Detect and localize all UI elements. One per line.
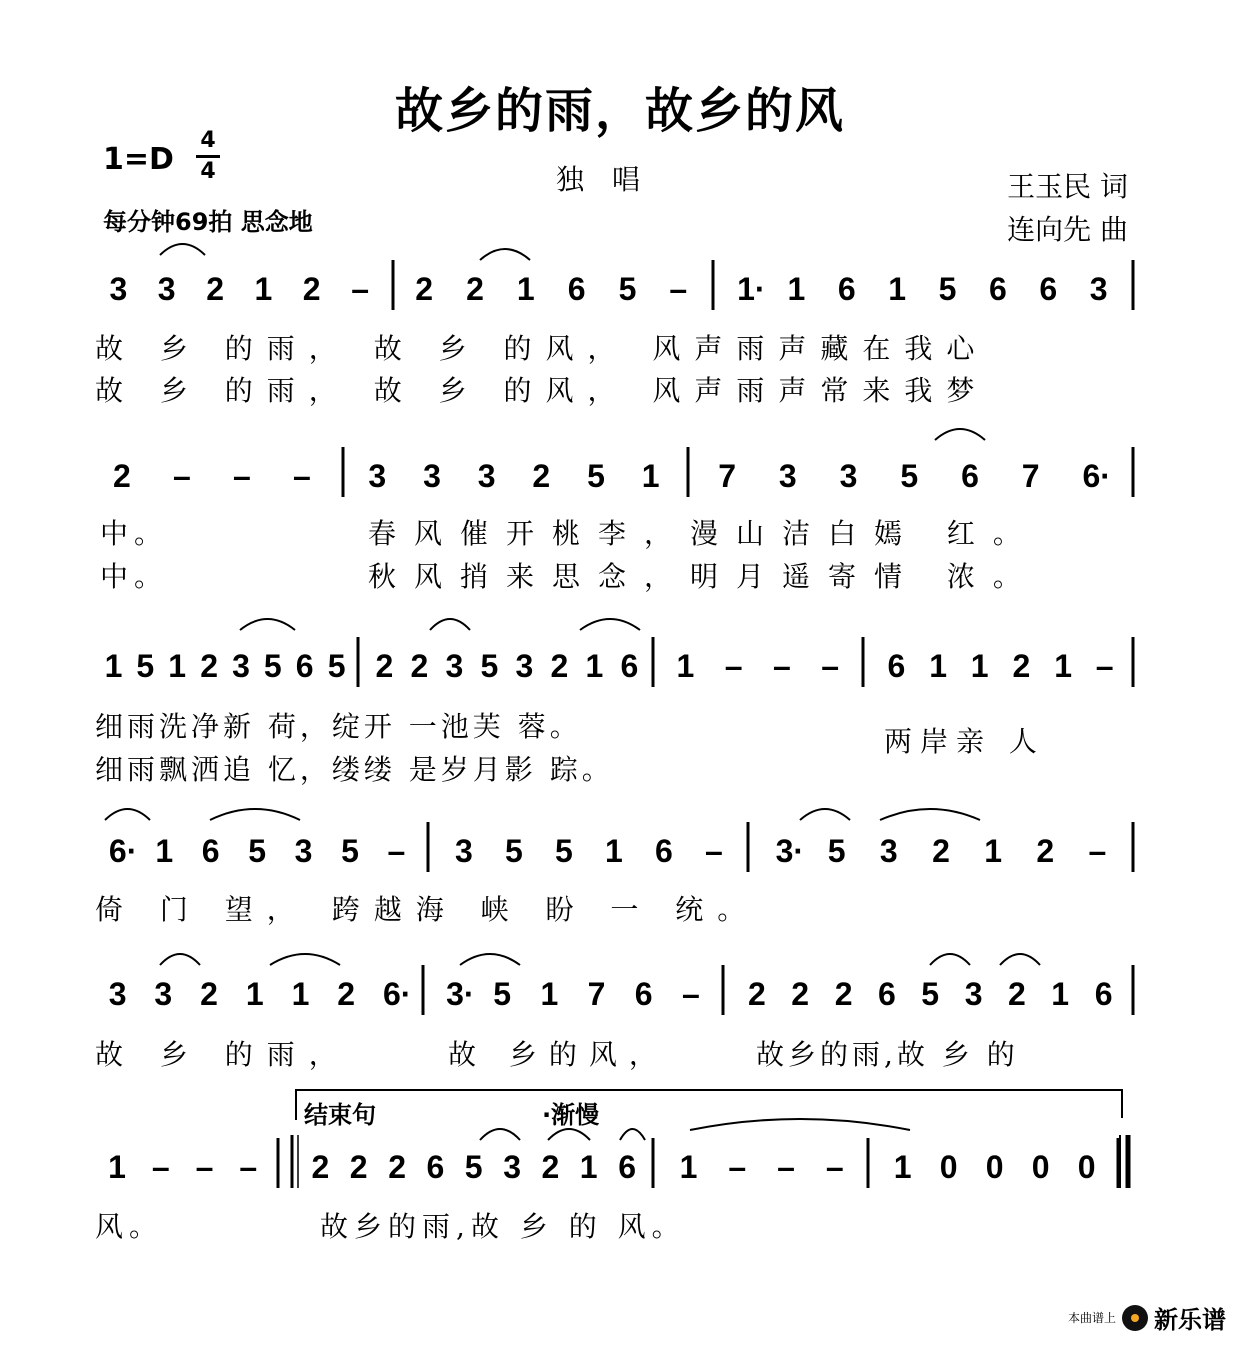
- note: 0: [985, 1149, 1004, 1185]
- lyric-line-5c: 故乡的雨,故 乡 的: [756, 1038, 1019, 1071]
- note: –: [825, 1149, 844, 1185]
- note: 3: [778, 458, 797, 494]
- slur-arc: [460, 954, 520, 965]
- ritardando-label: ·渐慢: [542, 1101, 600, 1129]
- genre-label: 独唱: [556, 163, 669, 196]
- slur-arc: [690, 1119, 910, 1130]
- note: 0: [1031, 1149, 1050, 1185]
- note: 5: [136, 648, 155, 684]
- note: 2: [748, 976, 766, 1012]
- note: 6·: [108, 833, 138, 869]
- note: 5: [618, 271, 637, 307]
- note: 1: [970, 648, 989, 684]
- slur-arc: [800, 809, 850, 820]
- note: 1: [787, 271, 806, 307]
- slur-arc: [270, 954, 340, 965]
- note: 5: [505, 833, 523, 869]
- lyric-line-1-verse-2: 故 乡 的雨， 故 乡 的风， 风声雨声常来我梦: [95, 374, 989, 407]
- note: 2: [375, 648, 394, 684]
- time-sig-bottom: 4: [200, 159, 216, 184]
- note: 5: [938, 271, 957, 307]
- note: 1: [1051, 976, 1070, 1012]
- note: 5: [248, 833, 266, 869]
- note: 3: [515, 648, 534, 684]
- footer-watermark: [1068, 1300, 1226, 1335]
- note: –: [151, 1149, 170, 1185]
- slur-arc: [548, 1129, 590, 1140]
- note: –: [821, 648, 839, 684]
- record-disc-icon: [1122, 1305, 1148, 1331]
- slur-arc: [160, 244, 205, 255]
- note: 2: [1008, 976, 1026, 1012]
- note: 5: [327, 648, 346, 684]
- note: 1: [254, 271, 273, 307]
- note: 6: [989, 271, 1007, 307]
- note: 3: [503, 1149, 521, 1185]
- lyric-line-2a-verse-2: 中。: [100, 560, 169, 593]
- note: 6: [618, 1149, 636, 1185]
- note: 1: [540, 976, 559, 1012]
- lyric-line-5b: 故 乡的风，: [448, 1038, 669, 1071]
- note: –: [239, 1149, 258, 1185]
- footer-logo: 新乐谱: [1154, 1306, 1226, 1334]
- lyric-line-6a: 风。: [95, 1210, 164, 1243]
- note: –: [387, 833, 406, 869]
- lyric-line-2b-verse-1: 春风催开桃李，漫山洁白嫣 红。: [368, 517, 1039, 550]
- note: 5: [263, 648, 282, 684]
- note: 1: [579, 1149, 598, 1185]
- note: 1: [155, 833, 174, 869]
- page-title: 故乡的雨，故乡的风: [394, 83, 845, 139]
- note: 1: [104, 648, 123, 684]
- note: 7: [587, 976, 606, 1012]
- note: 3: [423, 458, 441, 494]
- tempo-marking: 每分钟69拍 思念地: [103, 208, 313, 236]
- time-sig-top: 4: [200, 128, 216, 153]
- note: –: [1088, 833, 1107, 869]
- note: 6: [634, 976, 653, 1012]
- note: 6: [295, 648, 314, 684]
- note: 2: [311, 1149, 330, 1185]
- note: 1: [1054, 648, 1072, 684]
- slur-arc: [480, 1129, 520, 1140]
- note: 2: [791, 976, 810, 1012]
- note: 5: [493, 976, 512, 1012]
- lyricist-credit: 王玉民 词: [1007, 170, 1128, 203]
- note: –: [724, 648, 743, 684]
- note: 3: [455, 833, 473, 869]
- note: 3: [368, 458, 387, 494]
- slur-arc: [580, 619, 640, 630]
- note: 5: [480, 648, 499, 684]
- note: 2: [1036, 833, 1055, 869]
- note: –: [173, 458, 191, 494]
- note: 3: [108, 976, 127, 1012]
- note: –: [1095, 648, 1114, 684]
- note: 1: [893, 1149, 912, 1185]
- note: 3: [445, 648, 464, 684]
- note: 5: [341, 833, 359, 869]
- note: 3: [232, 648, 250, 684]
- note: 1: [291, 976, 310, 1012]
- footer-prefix: 本曲谱上: [1067, 1311, 1116, 1325]
- note: 2: [410, 648, 429, 684]
- note: 5: [900, 458, 919, 494]
- note: 1: [676, 648, 695, 684]
- note: 5: [555, 833, 573, 869]
- lyric-line-1-verse-1: 故 乡 的雨， 故 乡 的风， 风声雨声藏在我心: [95, 332, 989, 365]
- note: –: [728, 1149, 747, 1185]
- ending-bracket: [296, 1090, 1122, 1120]
- note: 3: [879, 833, 898, 869]
- note: 1: [984, 833, 1002, 869]
- note: 3·: [446, 976, 475, 1012]
- note: 5: [827, 833, 846, 869]
- note: –: [293, 458, 311, 494]
- slur-arc: [480, 249, 530, 260]
- note: 6: [655, 833, 673, 869]
- note: –: [351, 271, 369, 307]
- composer-credit: 连向先 曲: [1007, 213, 1128, 246]
- note: 2: [337, 976, 356, 1012]
- note: 6·: [1082, 458, 1111, 494]
- note: –: [195, 1149, 214, 1185]
- slur-arc: [935, 429, 985, 440]
- note: 2: [1012, 648, 1031, 684]
- note: 6: [878, 976, 896, 1012]
- slur-arc: [880, 809, 980, 820]
- note: 2: [466, 271, 484, 307]
- lyric-line-3-verse-1: 细雨洗净新 荷，绽开 一池芙 蓉。: [95, 710, 582, 743]
- slur-arc: [240, 619, 295, 630]
- note: 5: [587, 458, 605, 494]
- slur-arc: [620, 1129, 645, 1140]
- slur-arc: [430, 619, 470, 630]
- note: 2: [532, 458, 551, 494]
- note: 2: [349, 1149, 368, 1185]
- note: 6: [887, 648, 906, 684]
- lyric-line-3-refrain: 两岸亲 人: [884, 725, 1045, 758]
- note: 2: [206, 271, 224, 307]
- note: 3·: [775, 833, 805, 869]
- note: 2: [302, 271, 321, 307]
- note: 3: [964, 976, 983, 1012]
- slur-arc: [1000, 954, 1040, 965]
- note: 3: [294, 833, 313, 869]
- note: 3: [157, 271, 176, 307]
- note: –: [777, 1149, 795, 1185]
- note: 1: [888, 271, 906, 307]
- note: 6: [620, 648, 639, 684]
- note: 1: [641, 458, 660, 494]
- lyric-line-6b: 故乡的雨,故 乡 的 风。: [320, 1210, 686, 1243]
- note: 1: [929, 648, 947, 684]
- note: 2: [200, 648, 218, 684]
- note: 6: [837, 271, 856, 307]
- note: 6·: [383, 976, 412, 1012]
- note: 1: [679, 1149, 698, 1185]
- note: 2: [541, 1149, 560, 1185]
- note: 1: [605, 833, 623, 869]
- lyric-line-2a-verse-1: 中。: [100, 517, 169, 550]
- note: 1: [585, 648, 604, 684]
- note: 0: [939, 1149, 958, 1185]
- note: 2: [200, 976, 218, 1012]
- note: 3: [839, 458, 858, 494]
- note: –: [682, 976, 700, 1012]
- lyric-line-3-verse-2: 细雨飘洒追 忆，缕缕 是岁月影 踪。: [95, 753, 614, 786]
- key-signature: 1=D: [103, 142, 174, 177]
- note: 6: [1039, 271, 1058, 307]
- note: 2: [388, 1149, 406, 1185]
- note: 6: [426, 1149, 445, 1185]
- note: 6: [201, 833, 220, 869]
- note: 1: [168, 648, 187, 684]
- slur-arc: [105, 809, 150, 820]
- note: 5: [921, 976, 940, 1012]
- note: 2: [932, 833, 950, 869]
- slur-arc: [210, 809, 300, 820]
- note: 1: [245, 976, 264, 1012]
- note: 3: [109, 271, 128, 307]
- slur-arc: [930, 954, 970, 965]
- note: 6: [961, 458, 979, 494]
- note: 7: [1021, 458, 1040, 494]
- note: 1: [108, 1149, 126, 1185]
- note: 0: [1077, 1149, 1096, 1185]
- ending-label: 结束句: [304, 1101, 376, 1129]
- note: 7: [718, 458, 736, 494]
- note: 2: [550, 648, 569, 684]
- lyric-line-4: 倚 门 望， 跨越海 峡 盼 一 统。: [95, 893, 760, 926]
- note: 6: [1094, 976, 1113, 1012]
- slur-arc: [160, 954, 200, 965]
- note: 2: [415, 271, 434, 307]
- lyric-line-5a: 故 乡 的雨，: [95, 1038, 351, 1071]
- lyric-line-2b-verse-2: 秋风捎来思念，明月遥寄情 浓。: [368, 560, 1039, 593]
- note: 1·: [737, 271, 766, 307]
- note: 6: [567, 271, 586, 307]
- note: –: [705, 833, 723, 869]
- note: 3: [1089, 271, 1108, 307]
- note: 2: [113, 458, 131, 494]
- note: 3: [154, 976, 173, 1012]
- note: 1: [516, 271, 535, 307]
- note: –: [233, 458, 251, 494]
- note: 5: [464, 1149, 483, 1185]
- note: 3: [477, 458, 496, 494]
- note: –: [669, 271, 688, 307]
- note: 2: [834, 976, 853, 1012]
- note: –: [773, 648, 791, 684]
